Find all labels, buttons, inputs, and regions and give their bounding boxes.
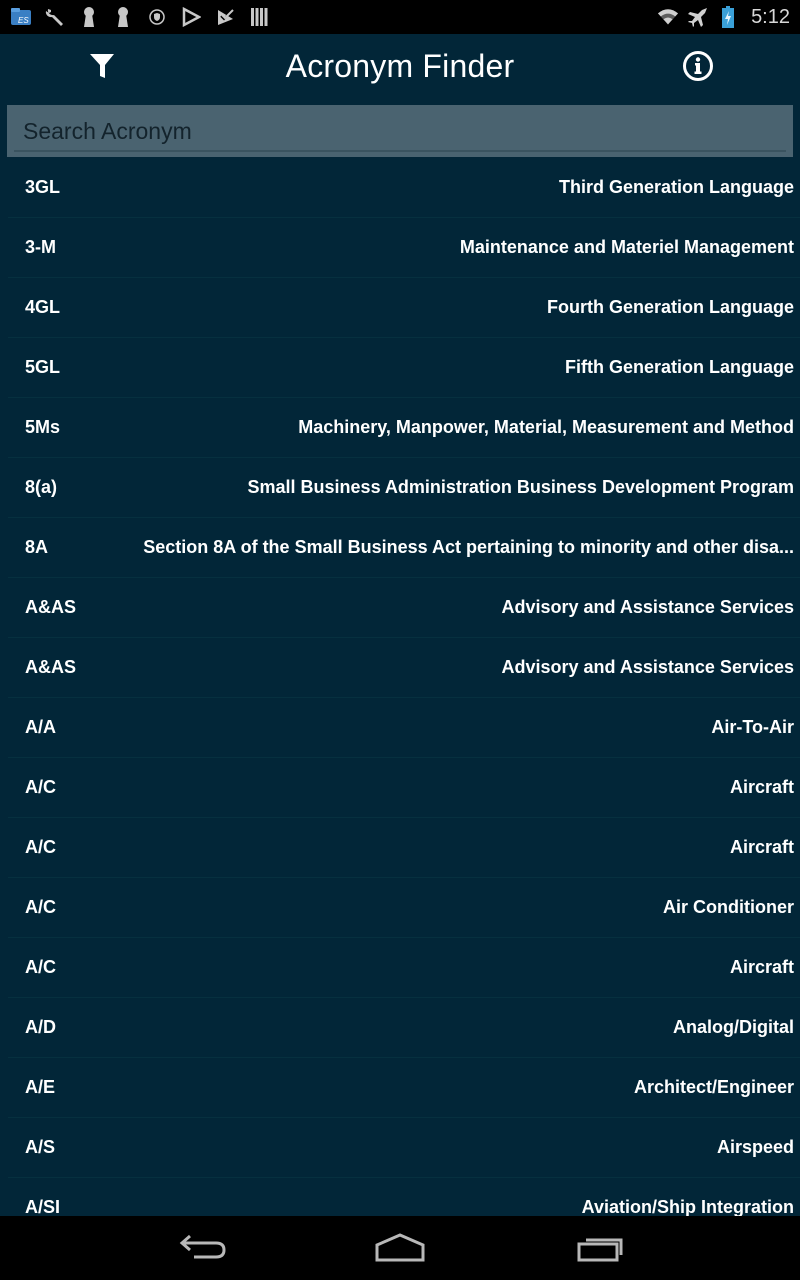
list-item[interactable]: [8, 818, 800, 878]
meaning: Maintenance and Materiel Management: [459, 237, 794, 257]
barcode-icon: [248, 6, 270, 28]
recent-apps-button[interactable]: [569, 1230, 629, 1266]
meaning: Airspeed: [716, 1137, 794, 1157]
home-icon: [374, 1233, 426, 1263]
back-button[interactable]: [173, 1230, 233, 1266]
acronym: 3GL: [25, 177, 61, 197]
meaning: Aircraft: [729, 837, 794, 857]
meaning: Third Generation Language: [558, 177, 794, 197]
app-screen: [0, 34, 800, 1216]
list-item[interactable]: [8, 1118, 800, 1178]
list-item[interactable]: [8, 458, 800, 518]
meaning: Air-To-Air: [711, 717, 794, 737]
list-item[interactable]: [8, 638, 800, 698]
info-button[interactable]: [678, 46, 718, 86]
acronym: 4GL: [25, 297, 61, 317]
meaning: Aircraft: [729, 957, 794, 977]
meaning: Advisory and Assistance Services: [501, 597, 794, 617]
status-time: 5:12: [751, 5, 790, 28]
meaning: Section 8A of the Small Business Act pertaining to minority and other disa...: [143, 537, 794, 557]
meaning: Machinery, Manpower, Material, Measurement and Method: [298, 417, 794, 437]
meaning: Advisory and Assistance Services: [501, 657, 794, 677]
acronym: 5Ms: [25, 417, 61, 437]
acronym: A/D: [25, 1017, 56, 1037]
keyhole-icon: [78, 6, 100, 28]
filter-button[interactable]: [82, 46, 122, 86]
acronym: A/A: [25, 717, 56, 737]
back-icon: [178, 1233, 228, 1263]
acronym: A/E: [25, 1077, 56, 1097]
list-item[interactable]: [8, 998, 800, 1058]
action-bar: [0, 34, 800, 98]
meaning: Small Business Administration Business Development Program: [247, 477, 794, 497]
meaning: Fifth Generation Language: [564, 357, 794, 377]
wifi-icon: [657, 6, 679, 28]
filter-icon: [89, 52, 115, 80]
list-item[interactable]: [8, 518, 800, 578]
acronym: A/SI: [25, 1197, 61, 1216]
recent-apps-icon: [574, 1233, 624, 1263]
acronym: A/C: [25, 777, 56, 797]
list-item[interactable]: [8, 158, 800, 218]
list-item[interactable]: [8, 878, 800, 938]
es-file-explorer-icon: [10, 6, 32, 28]
acronym: A/C: [25, 897, 56, 917]
acronym: A/C: [25, 837, 56, 857]
acronym: A&AS: [25, 657, 77, 677]
search-container: [0, 98, 800, 157]
acronym: 8A: [25, 537, 49, 557]
acronym: 3-M: [25, 237, 56, 257]
airplane-icon: [687, 6, 709, 28]
list-item[interactable]: [8, 578, 800, 638]
meaning: Aviation/Ship Integration: [581, 1197, 794, 1216]
list-item[interactable]: [8, 218, 800, 278]
info-icon: [682, 50, 714, 82]
meaning: Fourth Generation Language: [546, 297, 794, 317]
wrench-icon: [44, 6, 66, 28]
list-item[interactable]: [8, 698, 800, 758]
list-item[interactable]: [8, 758, 800, 818]
acronym: A/S: [25, 1137, 56, 1157]
acronym-list[interactable]: [0, 158, 800, 1216]
svg-text:ES: ES: [18, 16, 29, 25]
search-underline: [14, 150, 786, 152]
meaning: Analog/Digital: [673, 1017, 794, 1037]
meaning: Architect/Engineer: [633, 1077, 794, 1097]
notification-icons: [10, 6, 657, 28]
status-bar: [0, 0, 800, 34]
home-button[interactable]: [370, 1230, 430, 1266]
play-store-check-icon: [214, 6, 236, 28]
battery-charging-icon: [717, 6, 739, 28]
search-box: [7, 105, 793, 157]
meaning: Aircraft: [729, 777, 794, 797]
system-status: [657, 6, 790, 29]
acronym: 5GL: [25, 357, 61, 377]
list-item[interactable]: [8, 338, 800, 398]
play-store-icon: [180, 6, 202, 28]
navigation-bar: [0, 1216, 800, 1280]
list-item[interactable]: [8, 1178, 800, 1216]
list-item[interactable]: [8, 1058, 800, 1118]
shield-icon: [146, 6, 168, 28]
acronym: A&AS: [25, 597, 77, 617]
list-item[interactable]: [8, 938, 800, 998]
app-title: Acronym Finder: [285, 48, 515, 84]
keyhole-icon: [112, 6, 134, 28]
list-item[interactable]: [8, 278, 800, 338]
meaning: Air Conditioner: [663, 897, 794, 917]
acronym: 8(a): [25, 477, 58, 497]
list-item[interactable]: [8, 398, 800, 458]
acronym: A/C: [25, 957, 56, 977]
